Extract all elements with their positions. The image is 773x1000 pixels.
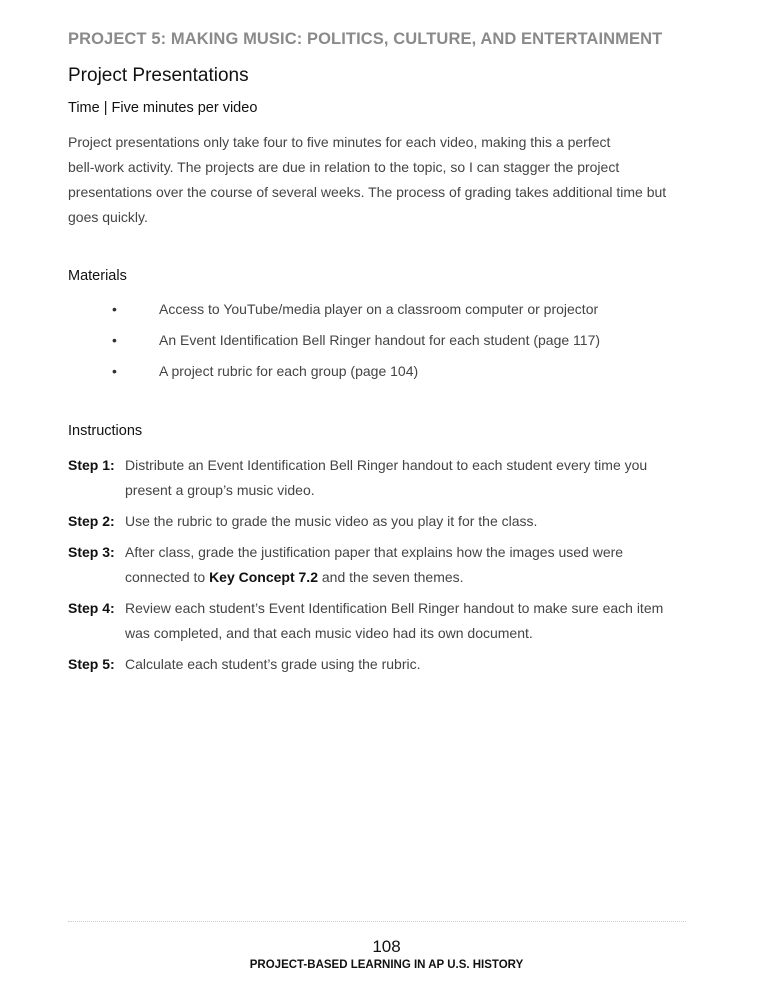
list-item-text: Access to YouTube/media player on a classroom computer or projector [159, 301, 599, 317]
book-title-footer: PROJECT-BASED LEARNING IN AP U.S. HISTORY [249, 959, 524, 971]
page-number: 108 [372, 937, 401, 956]
step-label: Step 5: [68, 656, 115, 672]
bullet-icon: • [112, 332, 117, 348]
step-text-post: and the seven themes. [318, 569, 464, 585]
running-header: PROJECT 5: MAKING MUSIC: POLITICS, CULTURE, AND ENTERTAINMENT [68, 30, 663, 48]
intro-line: Project presentations only take four to five minutes for each video, making this a perfect [68, 134, 611, 150]
bullet-icon: • [112, 363, 117, 379]
step-1 [68, 453, 708, 503]
intro-paragraph [68, 130, 708, 230]
intro-line: bell-work activity. The projects are due in relation to the topic, so I can stagger the project [68, 159, 620, 175]
key-concept-reference: Key Concept 7.2 [209, 569, 318, 585]
intro-line: presentations over the course of several weeks. The process of grading takes additional time but [68, 184, 667, 200]
step-text: Calculate each student’s grade using the rubric. [125, 656, 421, 672]
instructions-steps [68, 453, 708, 683]
step-text: Distribute an Event Identification Bell Ringer handout to each student every time you [125, 457, 648, 473]
step-text [125, 565, 708, 590]
step-text: After class, grade the justification paper that explains how the images used were [125, 544, 624, 560]
instructions-heading: Instructions [68, 423, 143, 439]
step-text: present a group’s music video. [125, 482, 315, 498]
footer-divider [68, 921, 686, 922]
list-item-text: An Event Identification Bell Ringer handout for each student (page 117) [159, 332, 601, 348]
step-2 [68, 509, 708, 534]
step-label: Step 4: [68, 600, 115, 616]
bullet-icon: • [112, 301, 117, 317]
intro-line: goes quickly. [68, 209, 148, 225]
step-text: Review each student’s Event Identification Bell Ringer handout to make sure each item [125, 600, 664, 616]
step-4 [68, 596, 708, 646]
step-label: Step 3: [68, 544, 115, 560]
list-item-text: A project rubric for each group (page 104) [159, 363, 419, 379]
step-text: was completed, and that each music video had its own document. [125, 625, 533, 641]
section-title: Project Presentations [68, 65, 249, 86]
time-subheading: Time | Five minutes per video [68, 100, 258, 116]
step-text-pre: connected to [125, 569, 210, 585]
step-5 [68, 652, 708, 677]
step-3 [68, 540, 708, 590]
step-label: Step 2: [68, 513, 115, 529]
step-text: Use the rubric to grade the music video as you play it for the class. [125, 513, 538, 529]
step-label: Step 1: [68, 457, 115, 473]
materials-heading: Materials [68, 268, 127, 284]
